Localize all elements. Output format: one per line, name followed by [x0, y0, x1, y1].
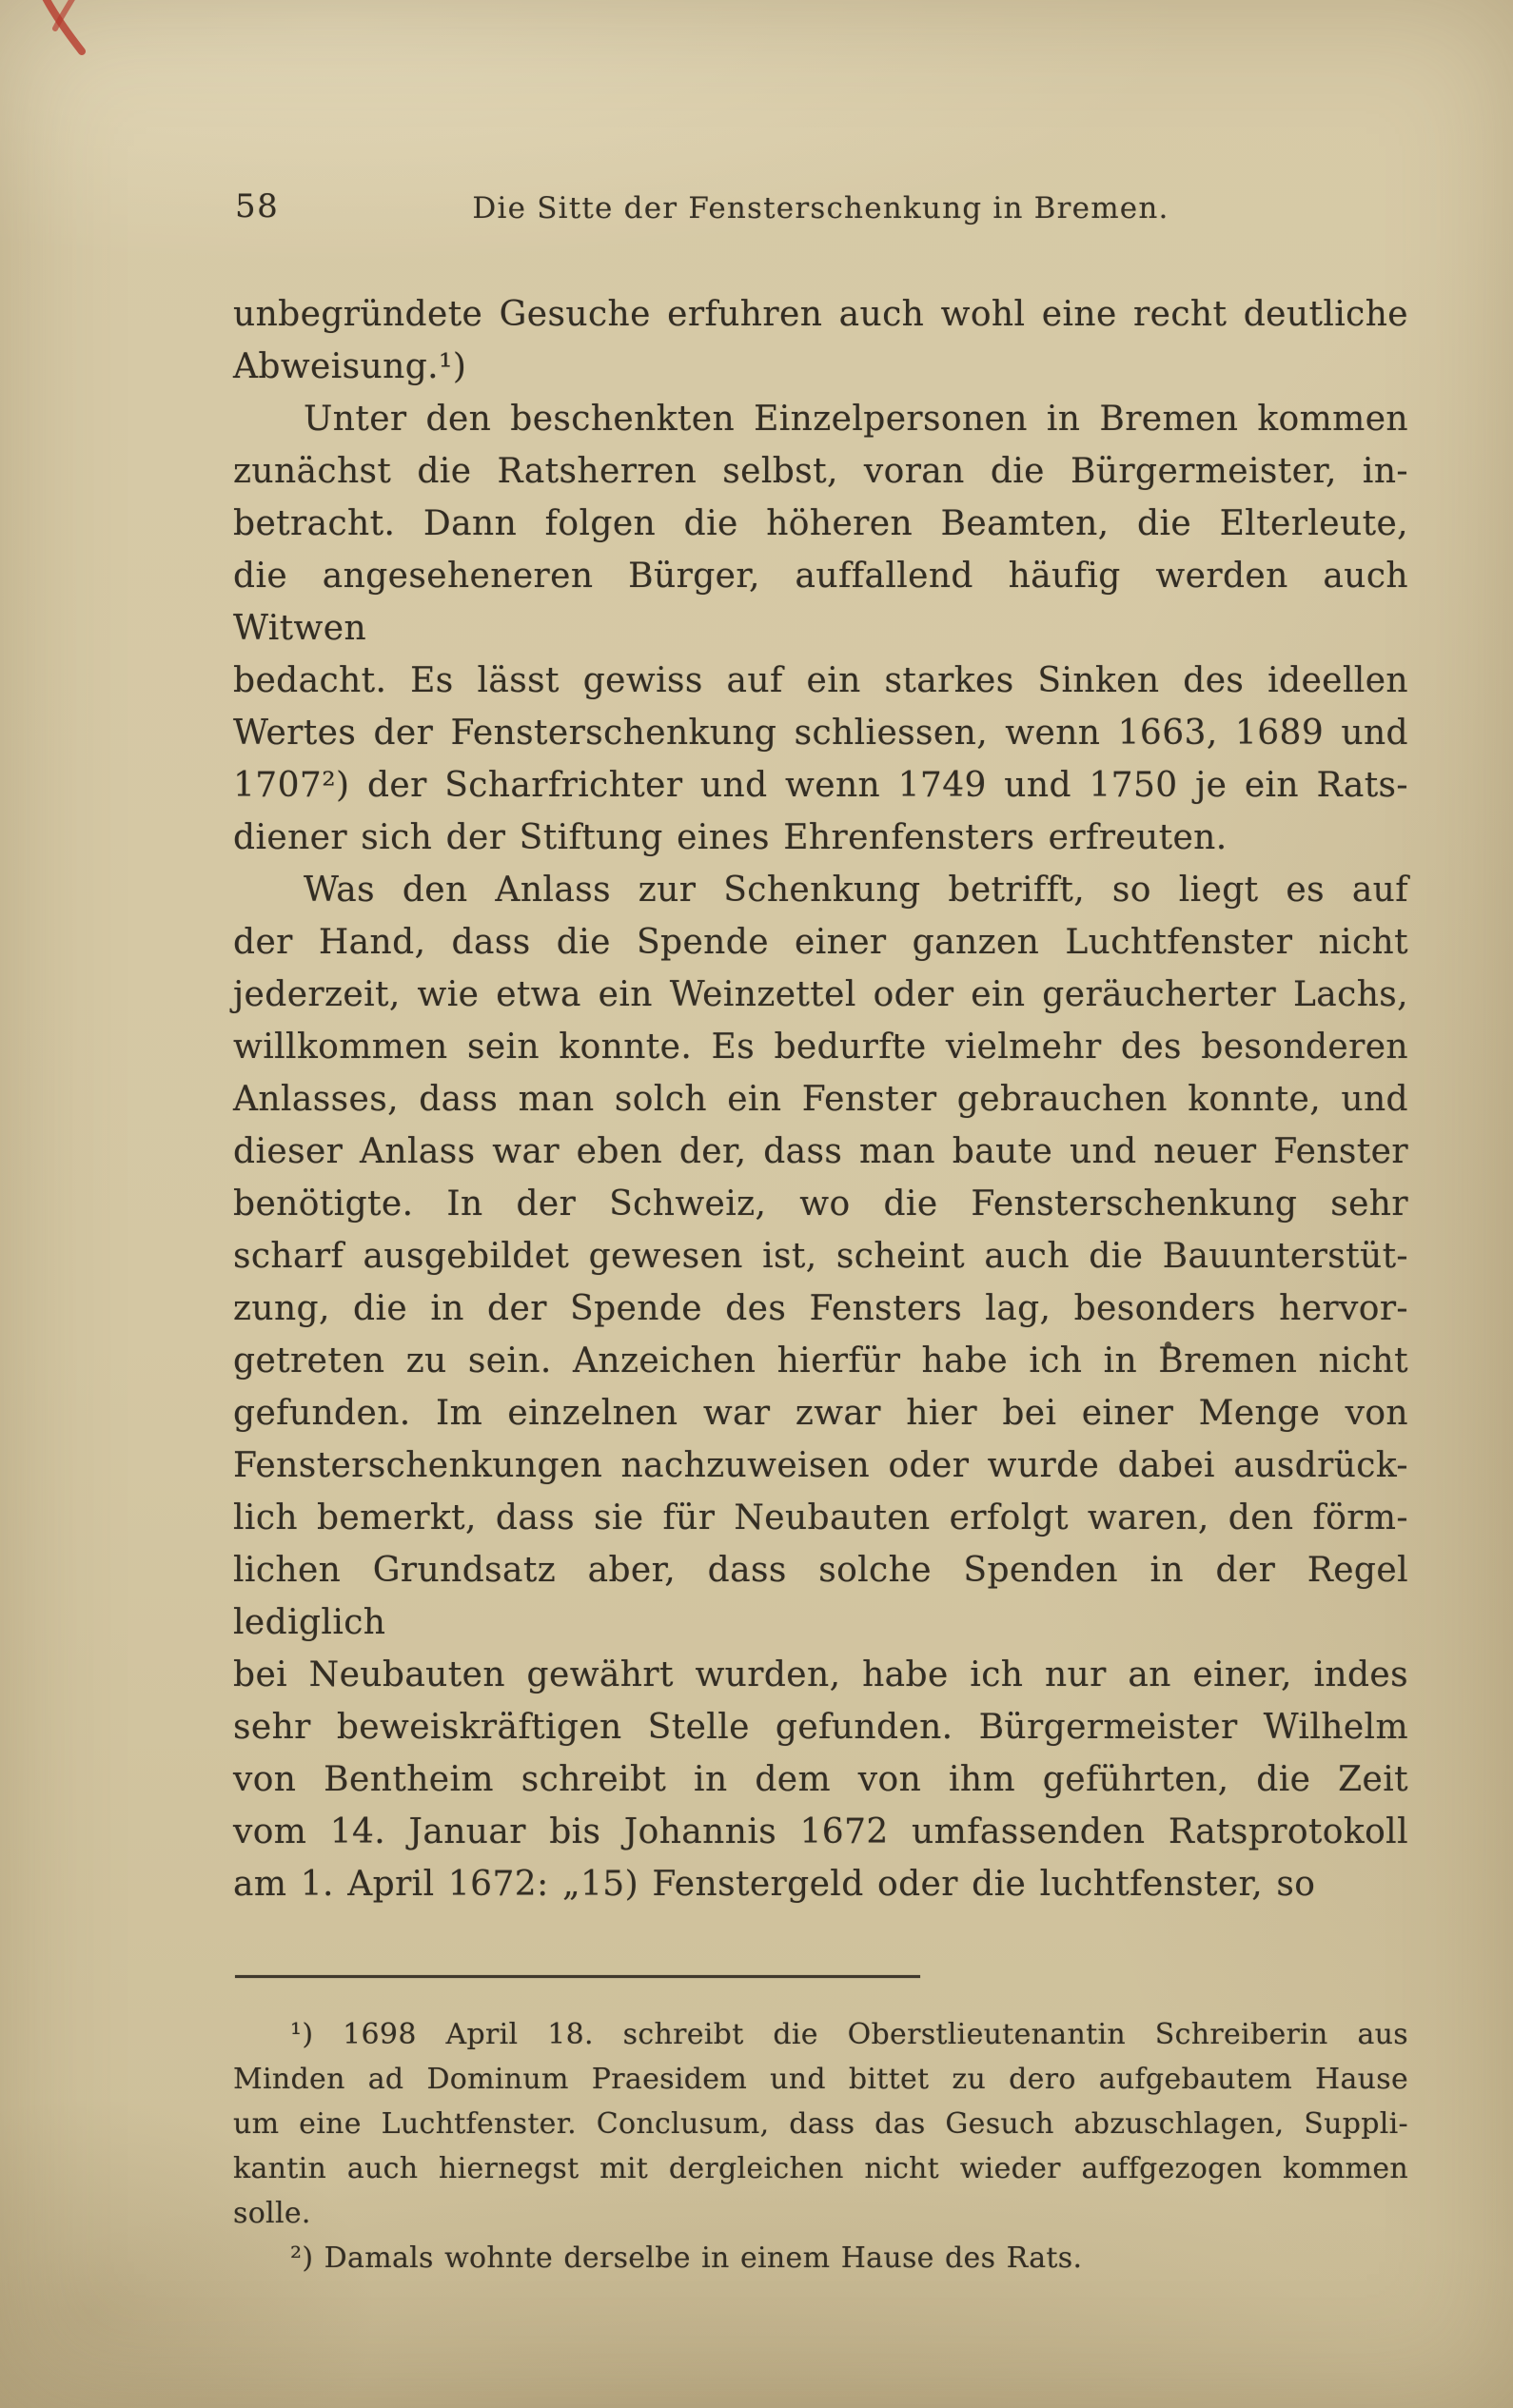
text-line: bei Neubauten gewährt wurden, habe ich nur an einer, indes	[233, 1655, 1408, 1694]
text-line: lichen Grundsatz aber, dass solche Spenden in der Regel lediglich	[233, 1551, 1408, 1642]
text-line: scharf ausgebildet gewesen ist, scheint auch die Bauunterstüt-	[233, 1237, 1408, 1276]
text-line: getreten zu sein. Anzeichen hierfür habe ich in Bremen nicht	[233, 1341, 1408, 1380]
text-line: Fensterschenkungen nachzuweisen oder wurde dabei ausdrück-	[233, 1446, 1408, 1485]
text-line: von Bentheim schreibt in dem von ihm geführten, die Zeit	[233, 1760, 1408, 1799]
text-line: der Hand, dass die Spende einer ganzen Luchtfenster nicht	[233, 923, 1408, 962]
text-line: Minden ad Dominum Praesidem und bittet zu dero aufgebautem Hause	[233, 2063, 1408, 2096]
text-line: dieser Anlass war eben der, dass man baute und neuer Fenster	[233, 1132, 1408, 1171]
text-line: sehr beweiskräftigen Stelle gefunden. Bürgermeister Wilhelm	[233, 1708, 1408, 1747]
text-line: gefunden. Im einzelnen war zwar hier bei einer Menge von	[233, 1394, 1408, 1433]
text-line: 1707²) der Scharfrichter und wenn 1749 und 1750 je ein Rats-	[233, 766, 1408, 805]
text-line: Wertes der Fensterschenkung schliessen, wenn 1663, 1689 und	[233, 714, 1408, 753]
text-line: Abweisung.¹)	[233, 347, 467, 386]
text-line: um eine Luchtfenster. Conclusum, dass das Gesuch abzuschlagen, Suppli-	[233, 2107, 1408, 2141]
paragraph	[233, 864, 1408, 1910]
text-line: ¹) 1698 April 18. schreibt die Oberstlieutenantin Schreiberin aus	[290, 2018, 1408, 2051]
text-line: zung, die in der Spende des Fensters lag, besonders hervor-	[233, 1289, 1408, 1328]
text-line: vom 14. Januar bis Johannis 1672 umfassenden Ratsprotokoll	[233, 1812, 1408, 1851]
text-line: kantin auch hiernegst mit dergleichen nicht wieder auffgezogen kommen solle.	[233, 2152, 1408, 2230]
footnote	[233, 2236, 1408, 2281]
red-pen-mark	[27, 0, 141, 97]
text-line: am 1. April 1672: „15) Fenstergeld oder die luchtfenster, so	[233, 1865, 1316, 1904]
running-title: Die Sitte der Fensterschenkung in Bremen.	[472, 191, 1169, 225]
text-line: jederzeit, wie etwa ein Weinzettel oder ein geräucherter Lachs,	[233, 975, 1408, 1014]
paragraph	[233, 393, 1408, 864]
text-line: zunächst die Ratsherren selbst, voran die Bürgermeister, in-	[233, 452, 1408, 491]
footnote	[233, 2012, 1408, 2236]
page-number: 58	[235, 187, 280, 225]
text-line: willkommen sein konnte. Es bedurfte vielmehr des besonderen	[233, 1028, 1408, 1067]
footnote-rule	[235, 1975, 920, 1978]
text-line: unbegründete Gesuche erfuhren auch wohl eine recht deutliche	[233, 295, 1408, 334]
text-line: betracht. Dann folgen die höheren Beamten, die Elterleute,	[233, 504, 1408, 543]
body-text	[233, 288, 1408, 1910]
text-line: Was den Anlass zur Schenkung betrifft, so liegt es auf	[304, 871, 1408, 910]
page-content	[233, 186, 1408, 2281]
text-line: Anlasses, dass man solch ein Fenster gebrauchen konnte, und	[233, 1080, 1408, 1119]
text-line: benötigte. In der Schweiz, wo die Fensterschenkung sehr	[233, 1184, 1408, 1224]
text-line: bedacht. Es lässt gewiss auf ein starkes Sinken des ideellen	[233, 661, 1408, 700]
text-line: die angeseheneren Bürger, auffallend häufig werden auch Witwen	[233, 557, 1408, 648]
running-head	[233, 186, 1408, 231]
footnotes-section	[233, 2012, 1408, 2281]
text-line: Unter den beschenkten Einzelpersonen in Bremen kommen	[304, 400, 1408, 439]
text-line: ²) Damals wohnte derselbe in einem Hause des Rats.	[290, 2242, 1083, 2275]
text-line: lich bemerkt, dass sie für Neubauten erfolgt waren, den förm-	[233, 1498, 1408, 1537]
paragraph	[233, 288, 1408, 393]
text-line: diener sich der Stiftung eines Ehrenfensters erfreuten.	[233, 818, 1228, 857]
